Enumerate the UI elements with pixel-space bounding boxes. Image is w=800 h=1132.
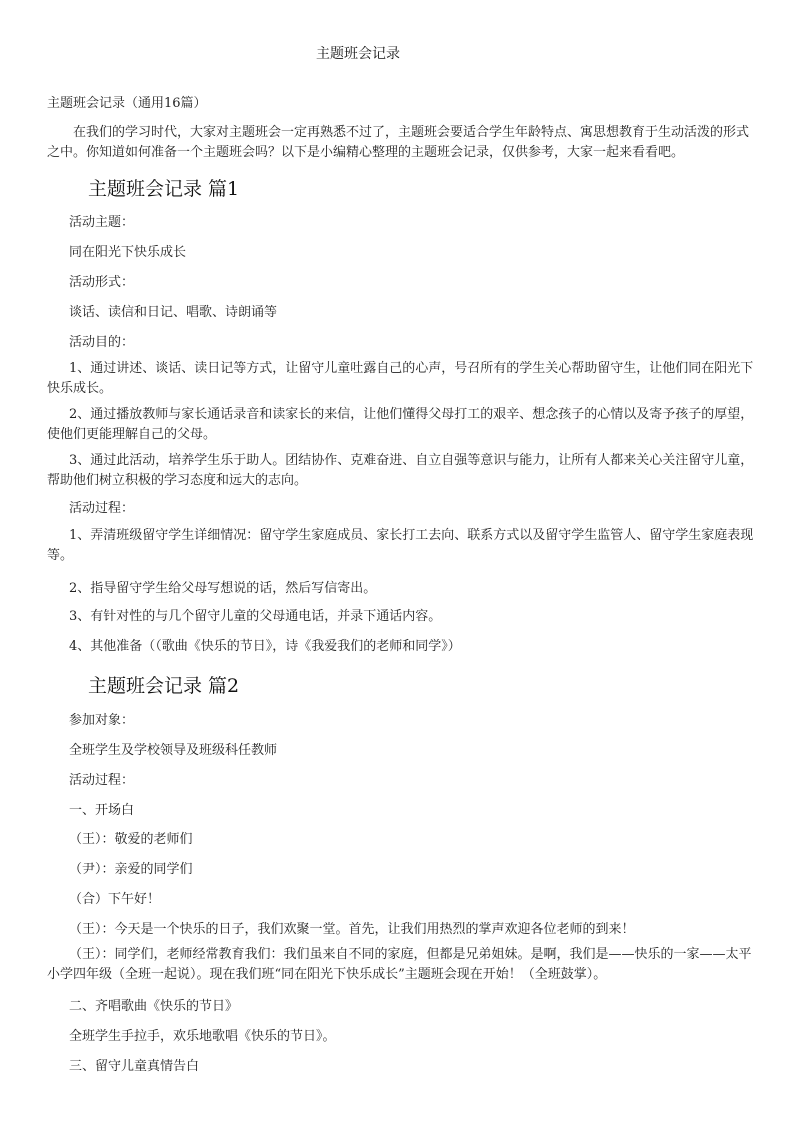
dialogue-long-line: （王）：同学们，老师经常教育我们：我们虽来自不同的家庭，但都是兄弟姐妹。是啊，我们是——快乐的一家——太平小学四年级（全班一起说）。现在我们班“同在阳光下快乐成长”主题班会现在开始！（全班鼓掌）。 (47, 947, 752, 982)
process-label: 活动过程： (69, 501, 135, 516)
process-item-1: 1、弄清班级留守学生详细情况：留守学生家庭成员、家长打工去向、联系方式以及留守学生监管人、留守学生家庭表现等。 (47, 528, 754, 563)
part-2-text: 全班学生手拉手，欢乐地歌唱《快乐的节日》。 (69, 1029, 336, 1044)
form-label: 活动形式： (69, 275, 135, 290)
part-3-title: 三、留守儿童真情告白 (69, 1059, 200, 1074)
intro-paragraph: 在我们的学习时代，大家对主题班会一定再熟悉不过了，主题班会要适合学生年龄特点、寓思想教育于生动活泼的形式之中。你知道如何准备一个主题班会吗？以下是小编精心整理的主题班会记录，仅供参考，大家一起来看看吧。 (47, 125, 750, 160)
process-label-2: 活动过程： (69, 773, 135, 788)
theme-text: 同在阳光下快乐成长 (69, 245, 187, 260)
theme-label: 活动主题： (69, 215, 135, 230)
form-text: 谈话、读信和日记、唱歌、诗朗诵等 (69, 305, 278, 320)
goal-item-2: 2、通过播放教师与家长通话录音和读家长的来信，让他们懂得父母打工的艰辛、想念孩子的心情以及寄予孩子的厚望，使他们更能理解自己的父母。 (47, 407, 754, 442)
process-item-4: 4、其他准备（（歌曲《快乐的节日》，诗《我爱我们的老师和同学》） (69, 639, 461, 654)
part-2-title: 二、齐唱歌曲《快乐的节日》 (69, 999, 239, 1014)
document-subtitle: 主题班会记录（通用16篇） (47, 96, 207, 111)
dialogue-line-3: （合）下午好！ (69, 892, 161, 907)
document-title: 主题班会记录 (316, 46, 400, 62)
dialogue-line-2: （尹）：亲爱的同学们 (69, 862, 193, 877)
process-item-3: 3、有针对性的与几个留守儿童的父母通电话，并录下通话内容。 (69, 609, 442, 624)
part-1-title: 一、开场白 (69, 803, 135, 818)
goal-item-3: 3、通过此活动，培养学生乐于助人。团结协作、克难奋进、自立自强等意识与能力，让所有人都来关心关注留守儿童，帮助他们树立积极的学习态度和远大的志向。 (47, 453, 754, 488)
goal-label: 活动目的： (69, 335, 135, 350)
section-1-heading: 主题班会记录 篇1 (88, 178, 240, 200)
process-item-2: 2、指导留守学生给父母写想说的话，然后写信寄出。 (69, 581, 377, 596)
dialogue-line-1: （王）：敬爱的老师们 (69, 832, 193, 847)
participants-label: 参加对象： (69, 713, 135, 728)
goal-item-1: 1、通过讲述、谈话、读日记等方式，让留守儿童吐露自己的心声，号召所有的学生关心帮助留守生，让他们同在阳光下快乐成长。 (47, 361, 754, 396)
participants-text: 全班学生及学校领导及班级科任教师 (69, 743, 278, 758)
section-2-heading: 主题班会记录 篇2 (88, 675, 240, 697)
dialogue-line-4: （王）：今天是一个快乐的日子，我们欢聚一堂。首先，让我们用热烈的掌声欢迎各位老师的到来！ (69, 922, 635, 937)
